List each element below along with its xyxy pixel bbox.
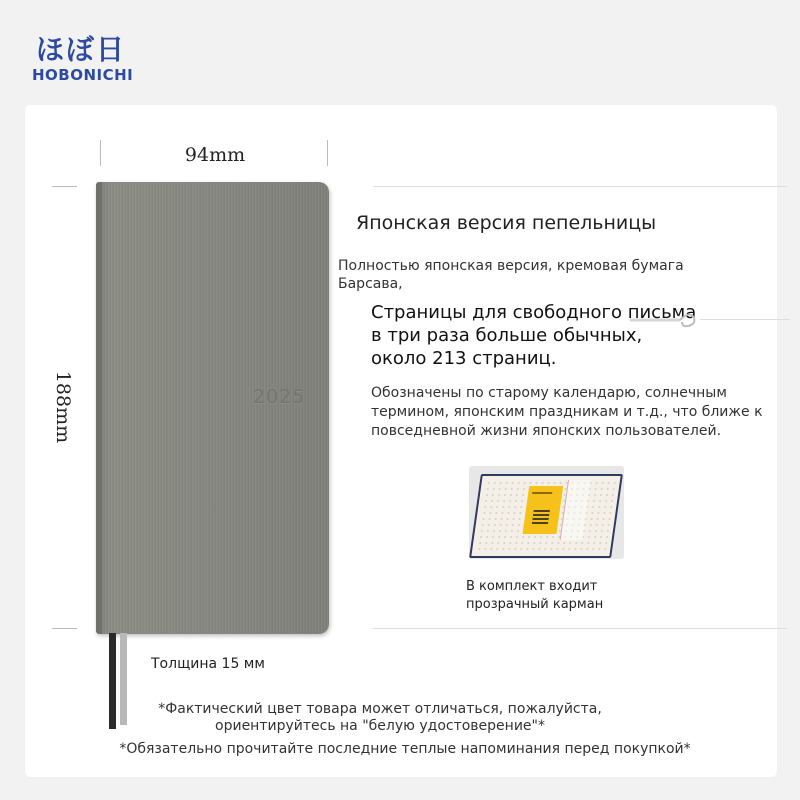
logo-japanese: ほぼ日 (36, 33, 127, 66)
cover-year: 2025 (253, 386, 306, 408)
height-guide-bottom (52, 628, 77, 629)
calendar-description: Обозначены по старому календарю, солнечным термином, японским праздникам и т.д., что ближе к повседневной жизни японских пользователей. (371, 385, 763, 439)
photo-yellow-card (522, 486, 563, 534)
notebook-cover (96, 182, 329, 634)
kit-caption-line2: прозрачный карман (466, 597, 604, 612)
logo-english: HOBONICHI (32, 66, 134, 84)
ribbon-bookmark-dark (109, 633, 116, 729)
notebook-pocket-photo (469, 466, 624, 559)
ribbon-bookmark-light (120, 633, 127, 725)
notebook-spine (96, 182, 102, 634)
color-disclaimer: *Фактический цвет товара может отличаться, пожалуйста, ориентируйтесь на "белую удостоверение"* (158, 701, 602, 734)
height-dimension: 188mm (52, 370, 74, 444)
kit-caption-line1: В комплект входит (466, 579, 598, 594)
guide-line-mid (700, 319, 790, 320)
kit-caption (466, 578, 603, 614)
product-title: Японская версия пепельницы (356, 212, 657, 234)
width-dimension: 94mm (184, 144, 246, 166)
width-guide-left (100, 140, 101, 166)
qr-code-icon (532, 508, 550, 524)
thickness-label: Толщина 15 мм (151, 656, 265, 672)
pages-feature: Страницы для свободного письма в три раза больше обычных, около 213 страниц. (371, 302, 697, 369)
brand-logo (28, 28, 148, 98)
photo-notebook-page (469, 474, 623, 558)
width-guide-right (327, 140, 328, 166)
paper-subtitle: Полностью японская версия, кремовая бумага Барсава, (338, 258, 684, 292)
photo-card-text (532, 492, 552, 494)
guide-line-top (373, 186, 787, 187)
purchase-reminder: *Обязательно прочитайте последние теплые напоминания перед покупкой* (119, 741, 691, 757)
guide-line-bottom (373, 628, 787, 629)
height-guide-top (52, 186, 77, 187)
paperclip-icon (628, 308, 698, 330)
